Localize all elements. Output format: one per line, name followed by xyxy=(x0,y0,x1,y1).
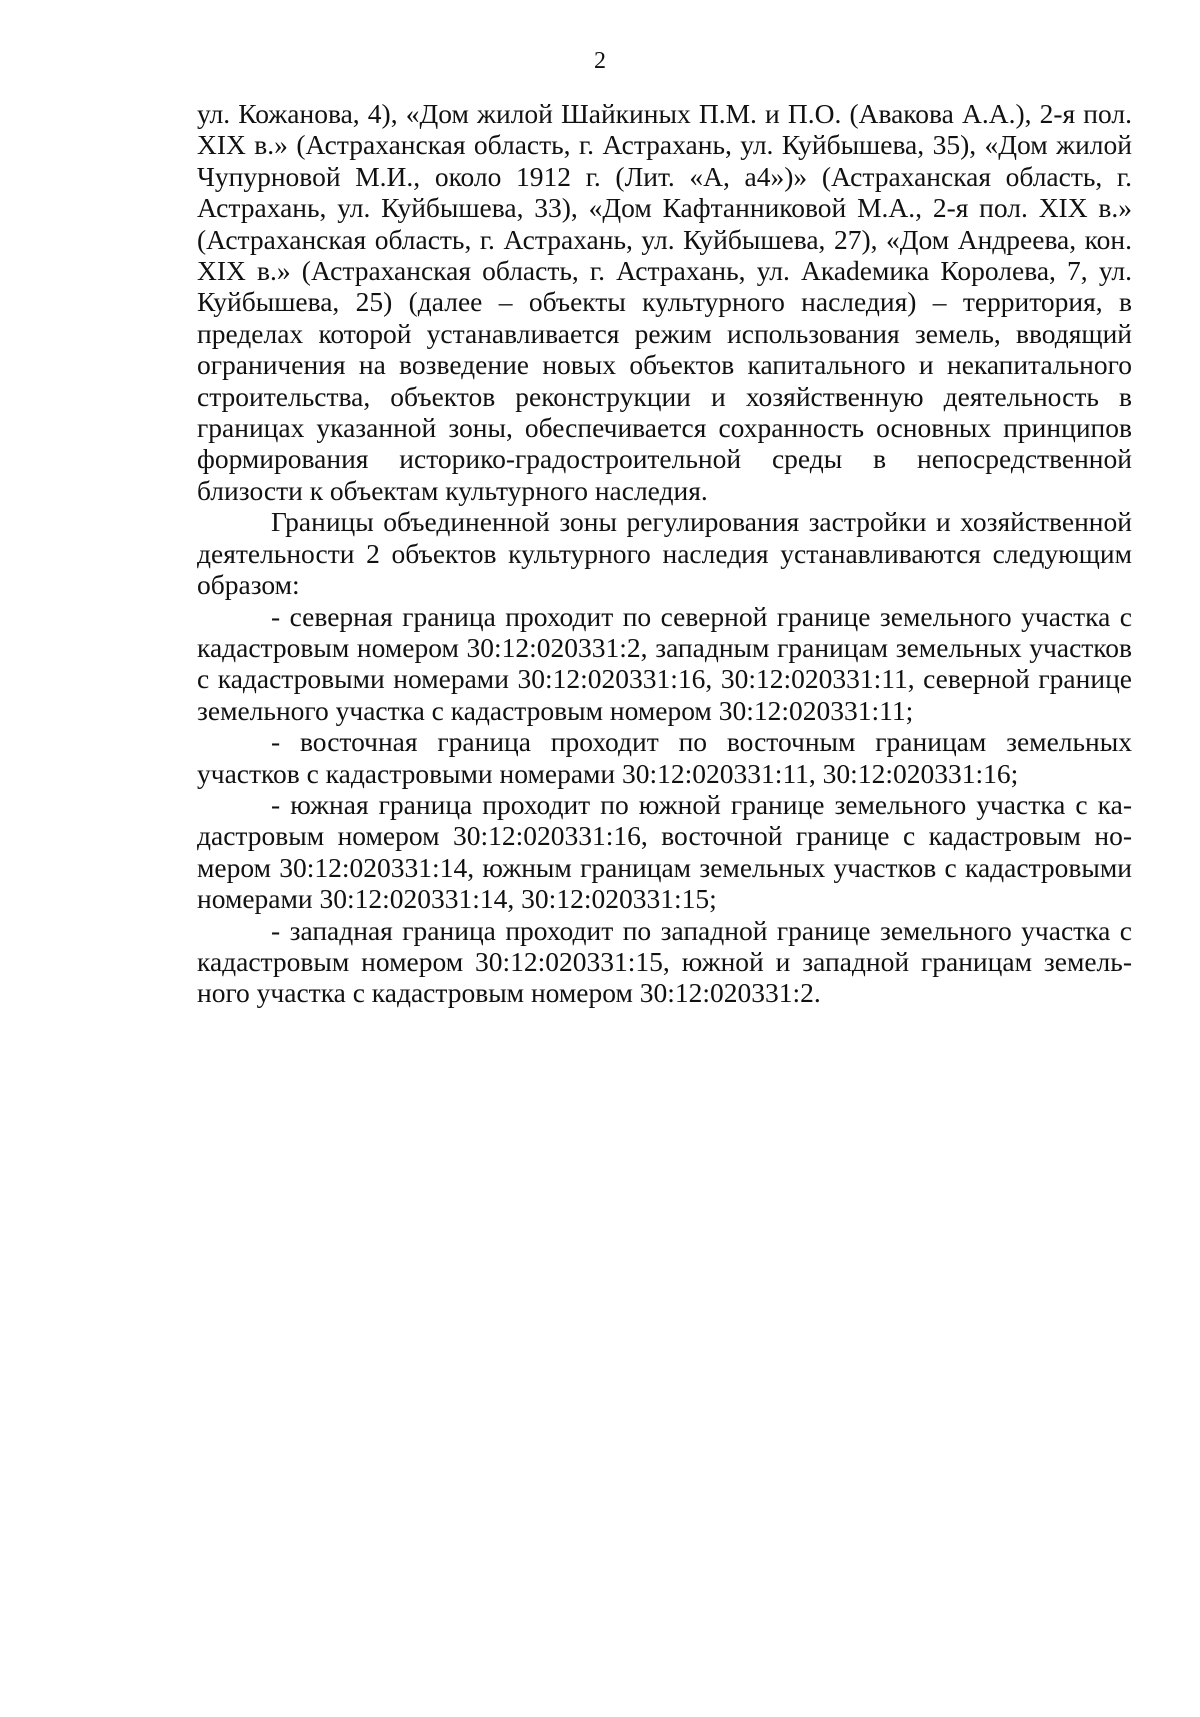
paragraph-eastern-boundary: - восточная граница проходит по восточным границам земельных участков с кадастровыми номерами 30:12:020331:11, 30:12:020331:16; xyxy=(197,726,1132,789)
paragraph-southern-boundary: - южная граница проходит по южной границе земельного участка с кадастровым номером 30:12:020331:16, восточной границе с кадастровым номером 30:12:020331:14, южным границам земельных участков с кадастровыми номерами 30:12:020331:14, 30:12:020331:15; xyxy=(197,788,1132,915)
document-body xyxy=(197,98,1132,1009)
paragraph-northern-boundary: - северная граница проходит по северной границе земельного участка с кадастровым номером 30:12:020331:2, западным границам земельных участков с кадастровыми номерами 30:12:020331:16, 30:12:020331:11, северной границе земельного участка с кадастровым номером 30:12:020331:11; xyxy=(197,600,1132,726)
page-number: 2 xyxy=(594,48,606,74)
paragraph-continuation: ул. Кожанова, 4), «Дом жилой Шайкиных П.М. и П.О. (Авакова А.А.), 2-я пол. XIX в.» (Астраханская область, г. Астрахань, ул. Куйбышева, 35), «Дом жилой Чупурновой М.И., около 1912 г. (Лит. «А, а4»)» (Астраханская область, г. Астрахань, ул. Куйбышева, 33), «Дом Кафтанниковой М.А., 2-я пол. XIX в.» (Астраханская область, г. Астрахань, ул. Куйбышева, 27), «Дом Андреева, кон. XIX в.» (Астраханская область, г. Астрахань, ул. Акаdемика Королева, 7, ул. Куйбышева, 25) (далее – объекты культурного наследия) – территория, в пределах которой устанавливается режим использования земель, вводящий ограничения на возведение новых объектов капитального и некапитального строительства, объектов реконструкции и хозяйственную деятельность в границах указанной зоны, обеспечивается сохранность основных принципов формирования историко-градостроительной среды в непосредственной близости к объектам культурного наследия. xyxy=(197,98,1132,506)
paragraph-zone-boundaries-intro: Границы объединенной зоны регулирования застройки и хозяйственной деятельности 2 объектов культурного наследия устанавливаются следующим образом: xyxy=(197,506,1132,601)
paragraph-western-boundary: - западная граница проходит по западной границе земельного участка с кадастровым номером 30:12:020331:15, южной и западной границам земельного участка с кадастровым номером 30:12:020331:2. xyxy=(197,914,1132,1009)
